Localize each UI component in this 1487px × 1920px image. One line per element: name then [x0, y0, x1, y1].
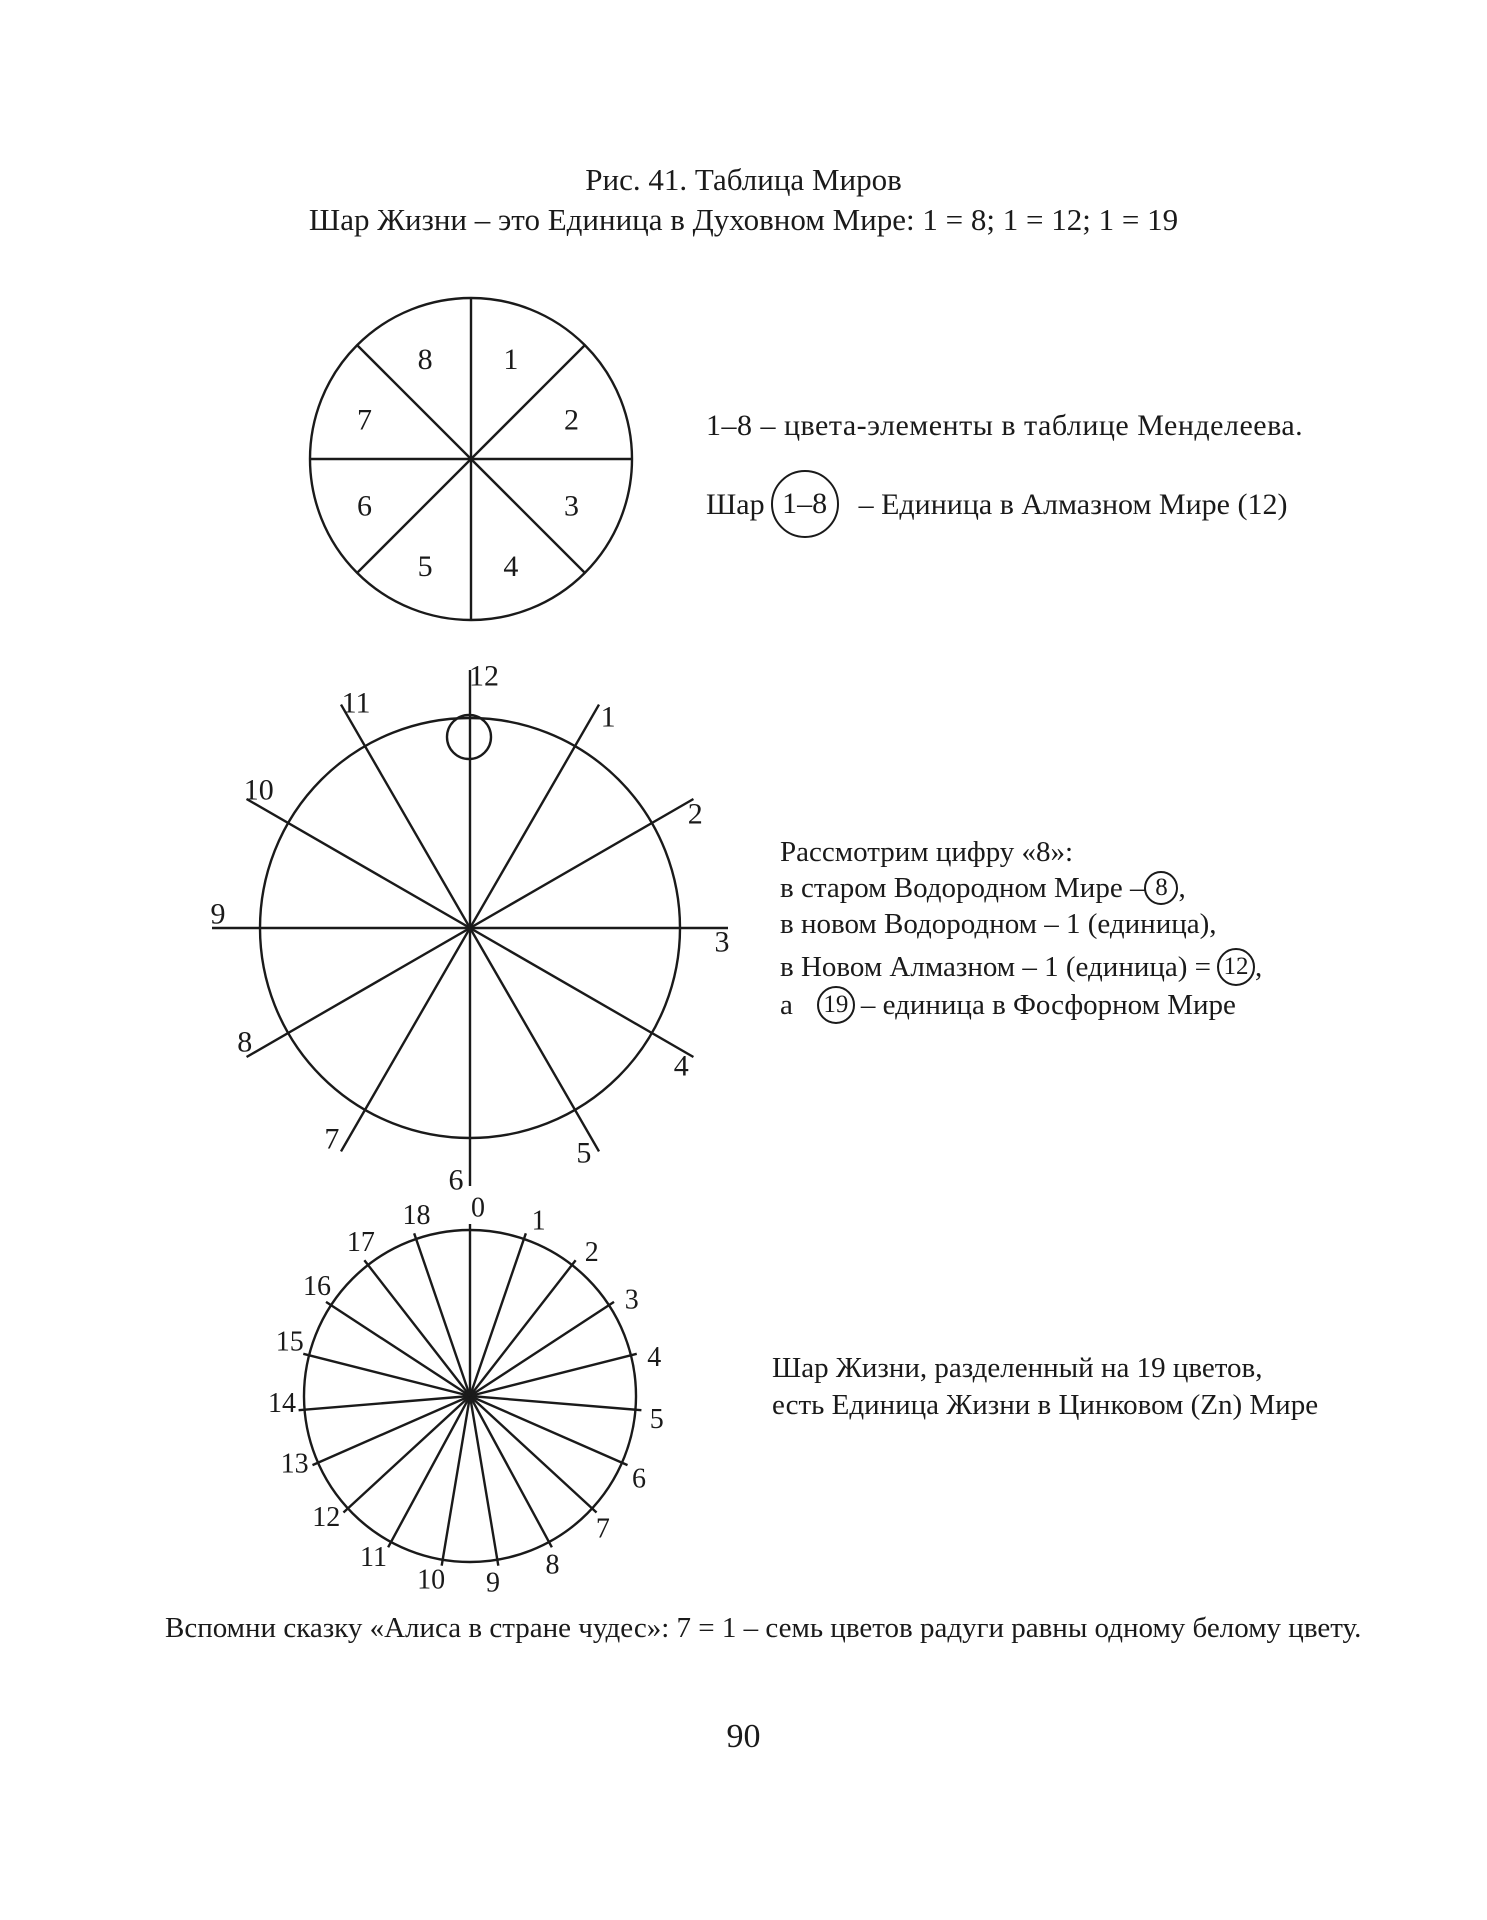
diagram-3-spoke-12 [343, 1396, 470, 1512]
diagram-1-text-sphere [706, 470, 1287, 538]
diagram-3 [268, 1193, 664, 1599]
line-2-suffix: , [1178, 872, 1186, 904]
diagram-1-label-2: 2 [563, 403, 579, 437]
diagram-3-spoke-3 [470, 1302, 614, 1396]
circled-19: 19 [817, 986, 855, 1024]
line-4-suffix: , [1255, 951, 1263, 983]
diagram-3-spoke-2 [470, 1260, 576, 1396]
diagram-3-label-5: 5 [649, 1403, 664, 1435]
diagram-1-label-7: 7 [357, 403, 373, 437]
diagram-2-text-line-3: в новом Водородном – 1 (единица), [780, 908, 1217, 940]
diagram-3-label-15: 15 [275, 1326, 304, 1358]
diagram-2-label-9: 9 [210, 897, 226, 931]
diagram-2-label-7: 7 [324, 1122, 340, 1156]
diagram-3-label-4: 4 [647, 1342, 662, 1374]
diagram-3-label-11: 11 [360, 1542, 387, 1574]
diagram-2-label-4: 4 [673, 1049, 689, 1083]
diagram-3-spoke-16 [326, 1302, 470, 1396]
diagram-3-label-10: 10 [417, 1564, 446, 1596]
diagram-2-text-line-5 [780, 986, 1236, 1024]
diagram-2-label-6: 6 [448, 1163, 464, 1197]
diagram-1-label-5: 5 [417, 549, 433, 583]
circled-range: 1–8 [771, 470, 839, 538]
diagram-2-label-11: 11 [341, 686, 371, 720]
sphere-description: – Единица в Алмазном Мире (12) [858, 487, 1288, 521]
figure-caption-subtitle: Шар Жизни – это Единица в Духовном Мире: 1 = 8; 1 = 12; 1 = 19 [308, 202, 1179, 237]
diagram-3-label-14: 14 [267, 1388, 296, 1420]
diagram-3-label-16: 16 [302, 1270, 331, 1302]
diagram-3-label-17: 17 [346, 1227, 375, 1259]
diagram-3-text-line-1: Шар Жизни, разделенный на 19 цветов, [772, 1352, 1263, 1384]
diagram-1-label-6: 6 [357, 489, 373, 523]
diagram-3-label-0: 0 [471, 1192, 485, 1224]
diagram-2-label-3: 3 [714, 925, 730, 959]
diagram-2-label-1: 1 [600, 700, 616, 734]
diagram-2-label-8: 8 [237, 1025, 253, 1059]
diagram-3-label-1: 1 [531, 1205, 546, 1237]
diagram-2-label-5: 5 [576, 1136, 592, 1170]
diagram-1-label-8: 8 [417, 343, 433, 377]
diagram-1-label-3: 3 [563, 489, 579, 523]
page-number: 90 [726, 1718, 761, 1755]
diagram-3-spoke-17 [364, 1260, 470, 1396]
sphere-word: Шар [706, 487, 765, 521]
figure-caption-title: Рис. 41. Таблица Миров [585, 162, 902, 197]
diagram-3-label-13: 13 [280, 1448, 309, 1480]
diagram-3-spoke-4 [470, 1354, 637, 1396]
line-2-prefix: в старом Водородном Мире – [780, 872, 1145, 904]
diagram-2-text-line-4 [780, 948, 1262, 986]
line-5-prefix: а [780, 989, 793, 1021]
diagram-3-spoke-15 [303, 1354, 470, 1396]
line-5-suffix: – единица в Фосфорном Мире [860, 989, 1236, 1021]
diagram-1 [310, 298, 632, 620]
diagram-3-spoke-1 [470, 1233, 526, 1396]
diagram-1-label-4: 4 [503, 549, 519, 583]
diagram-3-label-18: 18 [402, 1200, 431, 1232]
diagram-2-label-2: 2 [687, 797, 703, 831]
diagram-3-label-9: 9 [486, 1567, 501, 1599]
diagram-2-text-line-2 [780, 870, 1186, 906]
diagram-3-label-3: 3 [624, 1284, 639, 1316]
footer-paragraph: Вспомни сказку «Алиса в стране чудес»: 7 = 1 – семь цветов радуги равны одному белому цвету. [165, 1612, 1362, 1644]
line-4-prefix: в Новом Алмазном – 1 (единица) = [780, 951, 1212, 983]
diagram-3-label-2: 2 [584, 1237, 599, 1269]
diagram-3-label-12: 12 [312, 1501, 341, 1533]
diagram-1-text-elements: 1–8 – цвета-элементы в таблице Менделеева. [706, 409, 1304, 442]
diagram-3-label-6: 6 [631, 1463, 646, 1495]
diagram-3-spoke-18 [414, 1233, 470, 1396]
diagram-3-label-8: 8 [545, 1549, 560, 1581]
diagram-1-label-1: 1 [503, 343, 519, 377]
diagram-2-label-10: 10 [243, 773, 274, 807]
circled-8: 8 [1144, 871, 1178, 905]
circled-12: 12 [1217, 948, 1255, 986]
diagram-2-text-line-1: Рассмотрим цифру «8»: [780, 836, 1074, 868]
diagram-3-label-7: 7 [595, 1513, 610, 1545]
diagram-3-text-line-2: есть Единица Жизни в Цинковом (Zn) Мире [772, 1389, 1319, 1421]
diagram-2-label-12: 12 [469, 659, 499, 693]
diagram-3-spoke-7 [470, 1396, 597, 1512]
diagram-2 [211, 660, 730, 1197]
